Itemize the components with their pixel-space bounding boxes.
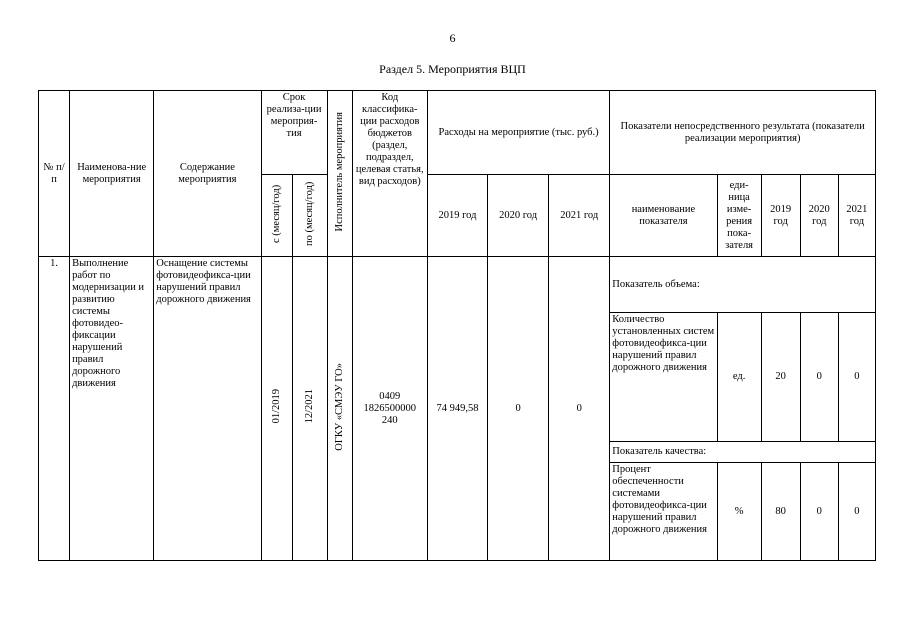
row-content: Оснащение системы фотовидеофикса-ции нарушений правил дорожного движения: [154, 257, 261, 561]
header-term-to: по (месяц/год): [303, 181, 315, 246]
measures-table: [38, 90, 876, 561]
indicator-group-label: Показатель объема:: [610, 257, 876, 313]
indicator-group-label: Показатель качества:: [610, 442, 876, 463]
indicator-name: Процент обеспеченности системами фотовидеофикса-ции нарушений правил дорожного движения: [610, 463, 717, 561]
row-num: 1.: [39, 257, 70, 561]
header-exp-2021: 2021 год: [549, 175, 610, 257]
header-expenses: Расходы на мероприятие (тыс. руб.): [427, 91, 609, 175]
indicator-2021: 0: [838, 313, 875, 442]
header-term-to-cell: [292, 175, 327, 257]
row-exp-2020: 0: [488, 257, 549, 561]
header-ind-2021: 2021 год: [838, 175, 875, 257]
header-ind-2020: 2020 год: [800, 175, 838, 257]
header-exp-2019: 2019 год: [427, 175, 487, 257]
header-term-from: с (месяц/год): [270, 184, 282, 243]
header-ind-name: наименование показателя: [610, 175, 717, 257]
row-term-to: 12/2021: [303, 389, 315, 424]
page-number: 6: [449, 31, 456, 45]
indicator-2021: 0: [838, 463, 875, 561]
header-content: Содержание мероприятия: [154, 91, 261, 257]
header-indicators: Показатели непосредственного результата (показатели реализации мероприятия): [610, 91, 876, 175]
row-name: Выполнение работ по модернизации и развитию системы фотовидео-фиксации нарушений правил дорожного движения: [70, 257, 154, 561]
indicator-2020: 0: [800, 463, 838, 561]
header-ind-unit: еди-ница изме-рения пока-зателя: [717, 175, 761, 257]
header-executor: Исполнитель мероприятия: [333, 111, 345, 232]
row-term-to-cell: [292, 257, 327, 561]
row-code: 0409 1826500000 240: [352, 257, 427, 561]
indicator-2019: 20: [761, 313, 800, 442]
row-exp-2021: 0: [549, 257, 610, 561]
indicator-unit: %: [717, 463, 761, 561]
indicator-2020: 0: [800, 313, 838, 442]
header-num: № п/п: [39, 91, 70, 257]
row-term-from-cell: [261, 257, 292, 561]
header-exp-2020: 2020 год: [488, 175, 549, 257]
header-executor-cell: [327, 91, 352, 257]
header-term: Срок реализа-ции мероприя-тия: [261, 91, 327, 175]
row-executor: ОГКУ «СМЭУ ГО»: [333, 362, 345, 451]
header-ind-2019: 2019 год: [761, 175, 800, 257]
row-term-from: 01/2019: [270, 389, 282, 424]
indicator-2019: 80: [761, 463, 800, 561]
section-title: Раздел 5. Мероприятия ВЦП: [379, 62, 526, 76]
row-exp-2019: 74 949,58: [427, 257, 487, 561]
header-name: Наименова-ние мероприятия: [70, 91, 154, 257]
indicator-name: Количество установленных систем фотовидеофикса-ции нарушений правил дорожного движения: [610, 313, 717, 442]
indicator-unit: ед.: [717, 313, 761, 442]
row-executor-cell: [327, 257, 352, 561]
header-code: Код классифика-ции расходов бюджетов (раздел, подраздел, целевая статья, вид расходов): [352, 91, 427, 257]
header-term-from-cell: [261, 175, 292, 257]
